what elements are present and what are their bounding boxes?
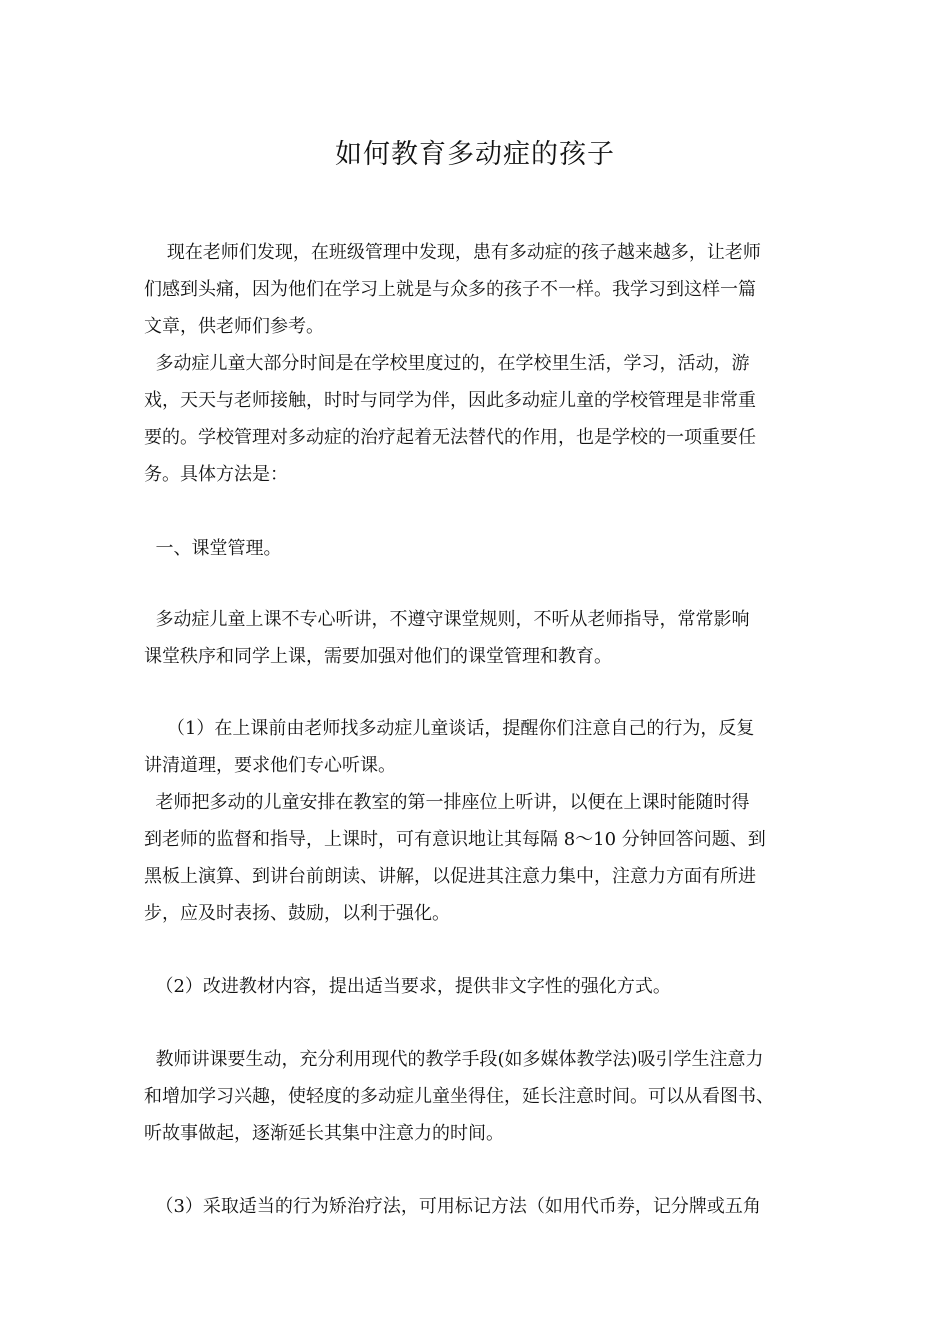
text-line: （3）采取适当的行为矫治疗法，可用标记方法（如用代币券，记分牌或五角	[144, 1196, 761, 1217]
text-line: 老师把多动的儿童安排在教室的第一排座位上听讲，以便在上课时能随时得	[144, 792, 750, 813]
paragraph-item-1	[144, 710, 824, 784]
text-line: 一、课堂管理。	[144, 538, 282, 559]
paragraph-item-2-detail	[144, 1041, 824, 1152]
text-line: 到老师的监督和指导，上课时，可有意识地让其每隔 8～10 分钟回答问题、到	[144, 829, 766, 850]
paragraph-intro	[144, 234, 824, 345]
text-line: 听故事做起，逐渐延长其集中注意力的时间。	[144, 1123, 504, 1144]
text-line: 课堂秩序和同学上课，需要加强对他们的课堂管理和教育。	[144, 646, 612, 667]
text-line: 讲清道理，要求他们专心听课。	[144, 755, 396, 776]
paragraph-item-3	[144, 1188, 824, 1225]
text-line: 戏，天天与老师接触，时时与同学为伴，因此多动症儿童的学校管理是非常重	[144, 390, 756, 411]
text-line: 多动症儿童大部分时间是在学校里度过的，在学校里生活，学习，活动，游	[144, 353, 750, 374]
paragraph-item-2	[144, 968, 824, 1005]
paragraph-section-1-intro	[144, 601, 824, 675]
text-line: 教师讲课要生动，充分利用现代的教学手段(如多媒体教学法)吸引学生注意力	[144, 1049, 764, 1070]
text-line: 们感到头痛，因为他们在学习上就是与众多的孩子不一样。我学习到这样一篇	[144, 279, 756, 300]
text-line: 务。具体方法是：	[144, 464, 288, 485]
text-line: 多动症儿童上课不专心听讲，不遵守课堂规则，不听从老师指导，常常影响	[144, 609, 750, 630]
section-heading-classroom	[144, 530, 824, 567]
text-line: 和增加学习兴趣，使轻度的多动症儿童坐得住，延长注意时间。可以从看图书、	[144, 1086, 774, 1107]
text-line: 文章，供老师们参考。	[144, 316, 324, 337]
paragraph-item-1-detail	[144, 784, 824, 932]
text-line: 步，应及时表扬、鼓励，以利于强化。	[144, 903, 450, 924]
text-line: 黑板上演算、到讲台前朗读、讲解，以促进其注意力集中，注意力方面有所进	[144, 866, 756, 887]
text-line: 要的。学校管理对多动症的治疗起着无法替代的作用，也是学校的一项重要任	[144, 427, 756, 448]
text-line: （1）在上课前由老师找多动症儿童谈话，提醒你们注意自己的行为，反复	[144, 718, 755, 739]
text-line: （2）改进教材内容，提出适当要求，提供非文字性的强化方式。	[144, 976, 671, 997]
page-title: 如何教育多动症的孩子	[335, 139, 615, 170]
text-line: 现在老师们发现，在班级管理中发现，患有多动症的孩子越来越多，让老师	[144, 242, 761, 263]
paragraph-background	[144, 345, 824, 493]
